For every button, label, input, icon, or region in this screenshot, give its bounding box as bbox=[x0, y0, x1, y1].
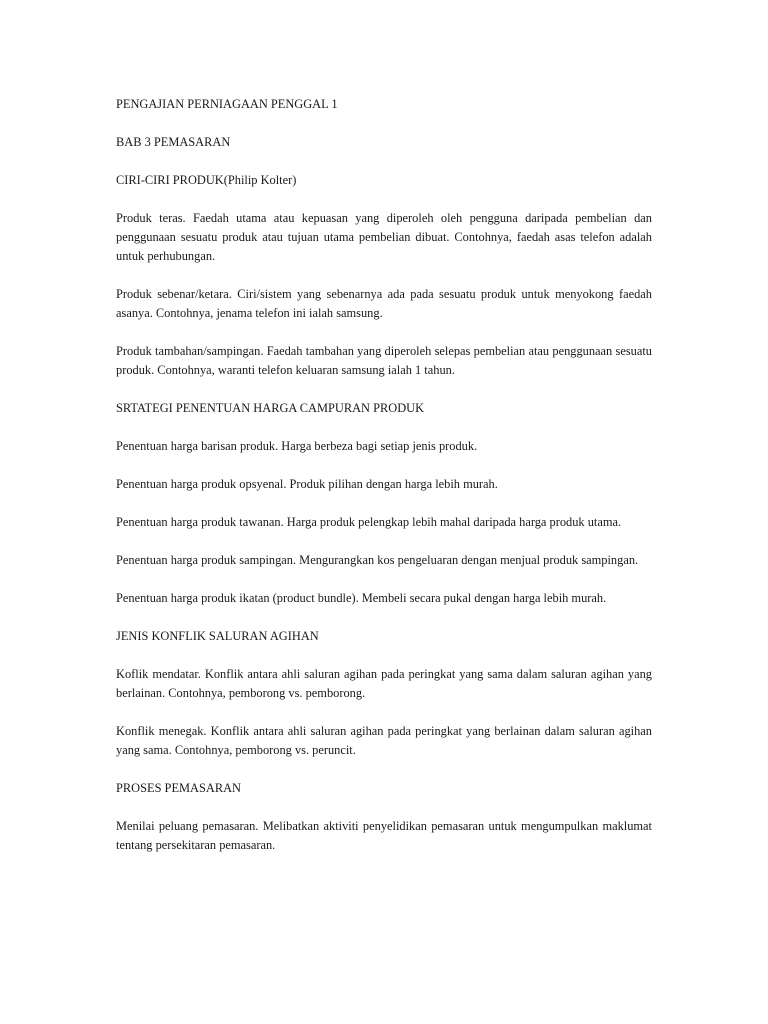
section-heading-strategi-harga: SRTATEGI PENENTUAN HARGA CAMPURAN PRODUK bbox=[116, 401, 425, 415]
paragraph-konflik-mendatar: Koflik mendatar. Konflik antara ahli saluran agihan pada peringkat yang sama dalam saluran agihan yang berlainan. Contohnya, pemborong vs. pemborong. bbox=[116, 667, 652, 700]
section-heading-proses-pemasaran: PROSES PEMASARAN bbox=[116, 781, 241, 795]
document-body bbox=[116, 95, 652, 874]
section-heading-konflik: JENIS KONFLIK SALURAN AGIHAN bbox=[116, 629, 319, 643]
paragraph-harga-tawanan: Penentuan harga produk tawanan. Harga produk pelengkap lebih mahal daripada harga produk utama. bbox=[116, 515, 622, 529]
paragraph-produk-teras: Produk teras. Faedah utama atau kepuasan yang diperoleh oleh pengguna daripada pembelian dan penggunaan sesuatu produk atau tujuan utama pembelian dibuat. Contohnya, faedah asas telefon adalah untuk perhubungan. bbox=[116, 211, 652, 263]
paragraph-harga-barisan: Penentuan harga barisan produk. Harga berbeza bagi setiap jenis produk. bbox=[116, 439, 478, 453]
paragraph-produk-tambahan: Produk tambahan/sampingan. Faedah tambahan yang diperoleh selepas pembelian atau penggunaan sesuatu produk. Contohnya, waranti telefon keluaran samsung ialah 1 tahun. bbox=[116, 344, 652, 377]
paragraph-harga-ikatan: Penentuan harga produk ikatan (product bundle). Membeli secara pukal dengan harga lebih murah. bbox=[116, 591, 607, 605]
paragraph-harga-sampingan: Penentuan harga produk sampingan. Mengurangkan kos pengeluaran dengan menjual produk sampingan. bbox=[116, 553, 639, 567]
paragraph-menilai-peluang: Menilai peluang pemasaran. Melibatkan aktiviti penyelidikan pemasaran untuk mengumpulkan maklumat tentang persekitaran pemasaran. bbox=[116, 819, 652, 852]
chapter-heading: BAB 3 PEMASARAN bbox=[116, 135, 231, 149]
paragraph-harga-opsyenal: Penentuan harga produk opsyenal. Produk pilihan dengan harga lebih murah. bbox=[116, 477, 498, 491]
document-title: PENGAJIAN PERNIAGAAN PENGGAL 1 bbox=[116, 97, 338, 111]
paragraph-produk-sebenar: Produk sebenar/ketara. Ciri/sistem yang sebenarnya ada pada sesuatu produk untuk menyokong faedah asanya. Contohnya, jenama telefon ini ialah samsung. bbox=[116, 287, 652, 320]
paragraph-konflik-menegak: Konflik menegak. Konflik antara ahli saluran agihan pada peringkat yang berlainan dalam saluran agihan yang sama. Contohnya, pemborong vs. peruncit. bbox=[116, 724, 652, 757]
section-heading-ciri-produk: CIRI-CIRI PRODUK(Philip Kolter) bbox=[116, 173, 297, 187]
